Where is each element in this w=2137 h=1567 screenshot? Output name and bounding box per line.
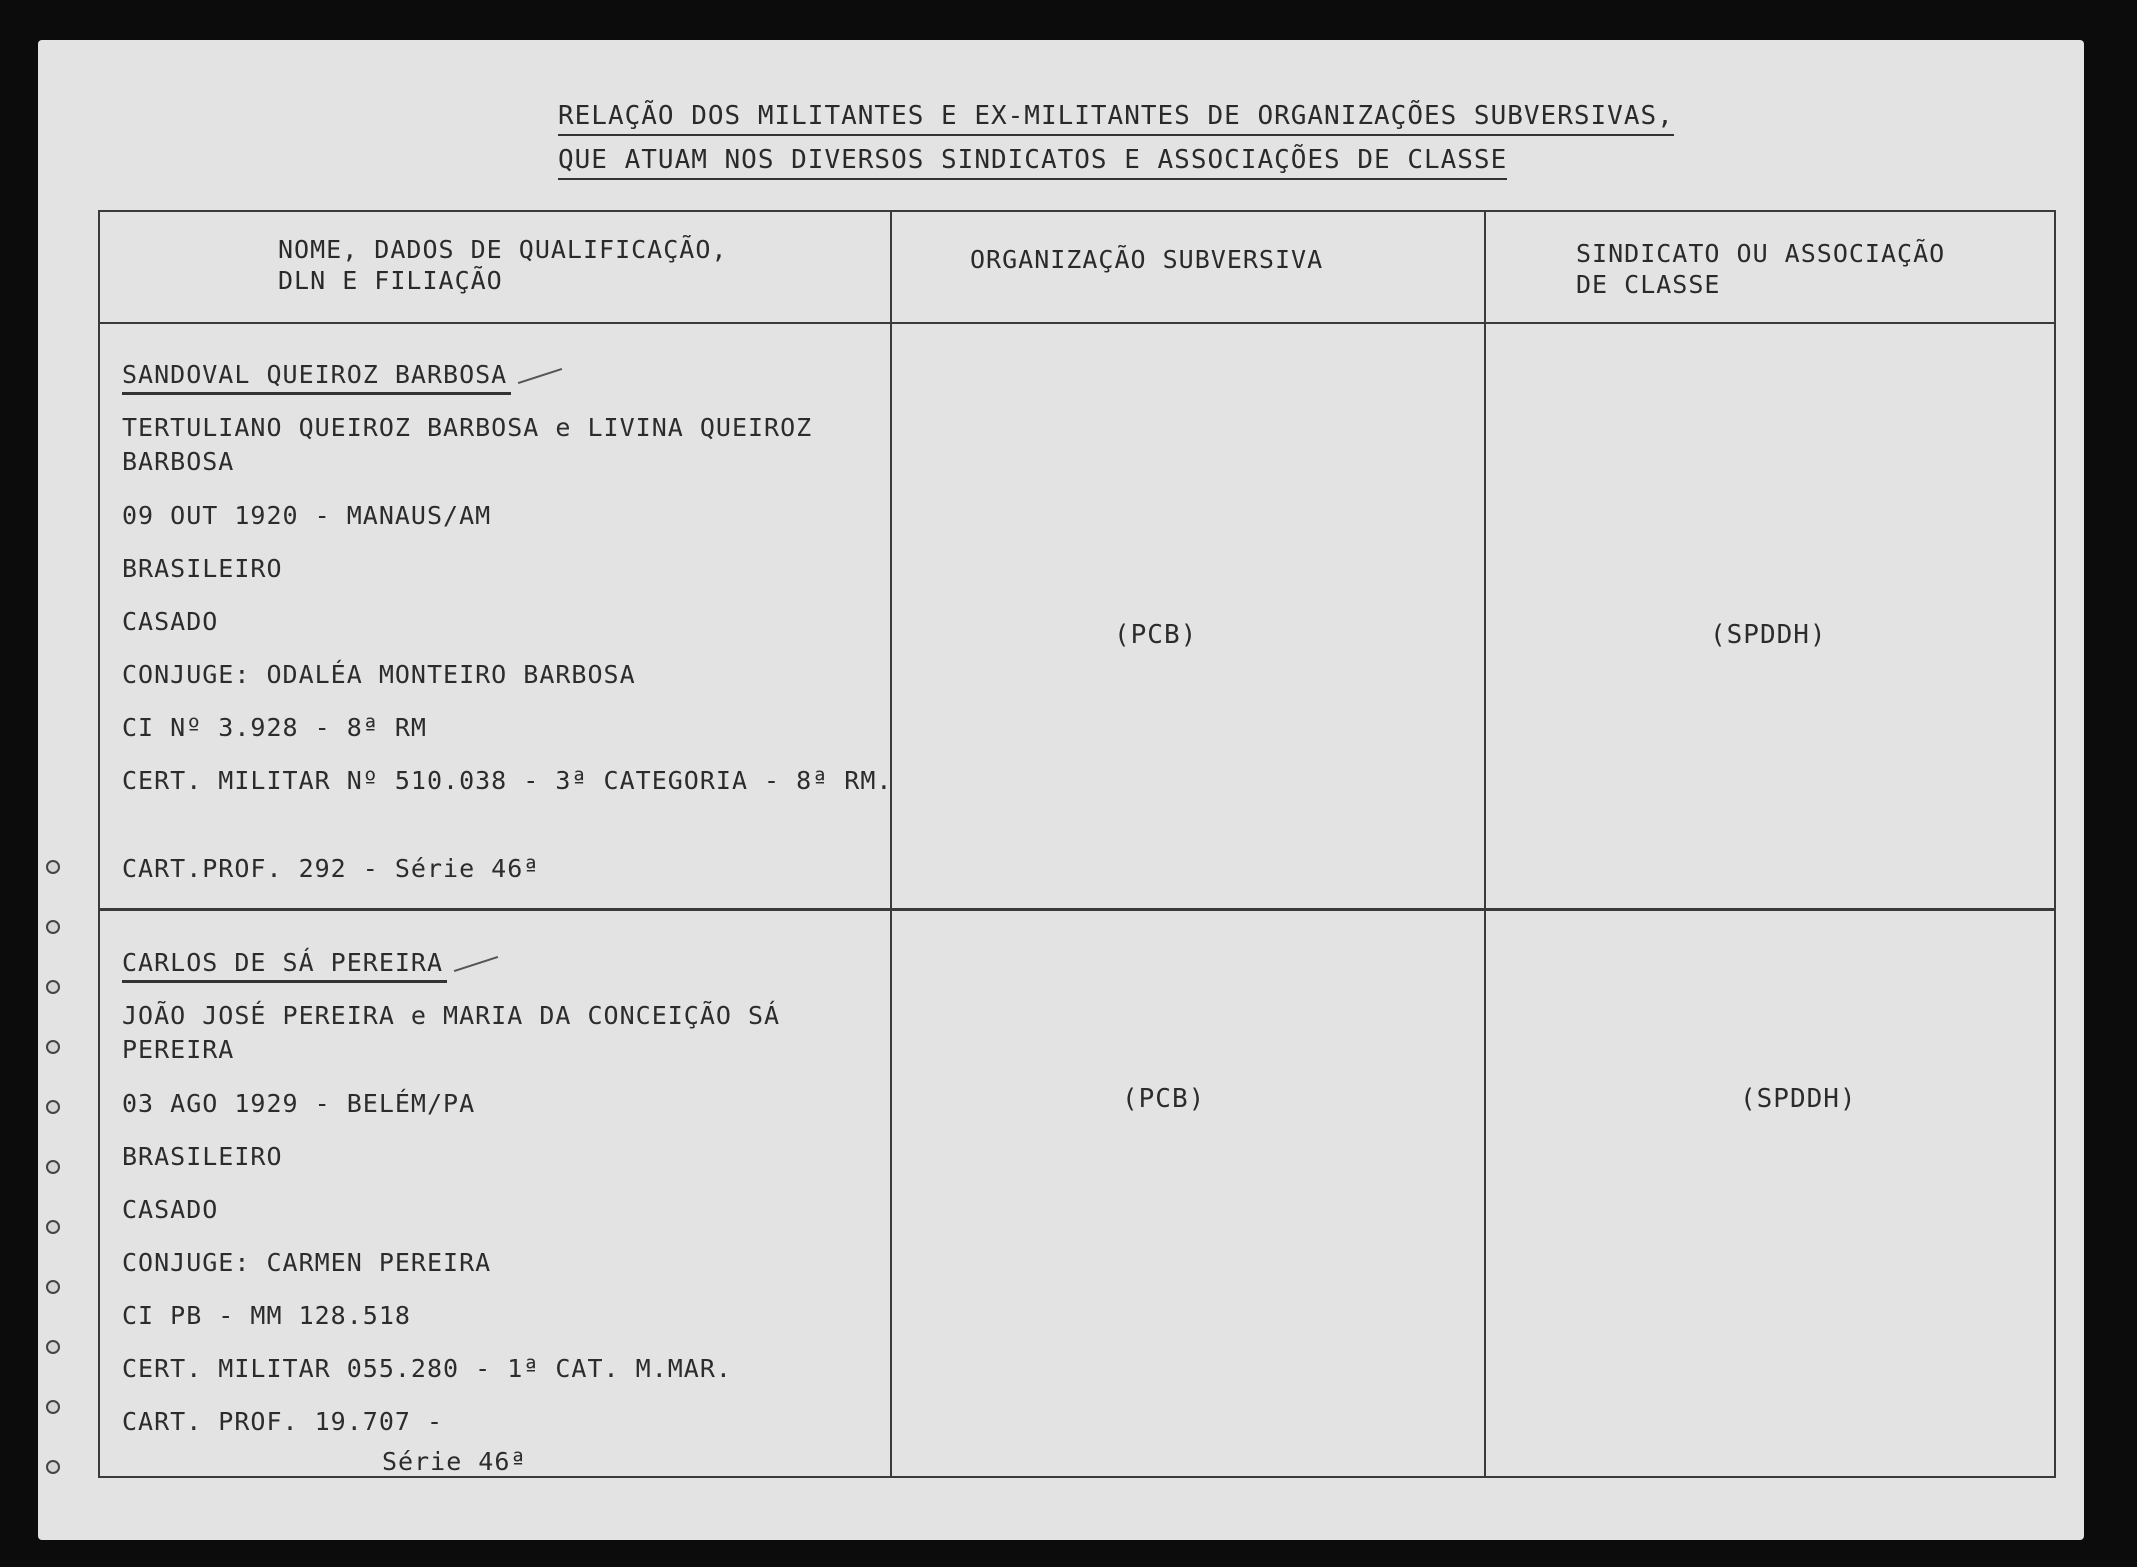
binder-hole [46,1280,60,1294]
militant-entry [122,358,902,905]
spouse: CONJUGE: CARMEN PEREIRA [122,1248,492,1277]
header-name-data [278,234,727,296]
name-line [122,946,902,999]
identity-card: CI PB - MM 128.518 [122,1301,411,1330]
work-card: CART.PROF. 292 - Série 46ª [122,854,540,883]
binder-hole [46,980,60,994]
header-union-line-2: DE CLASSE [1576,270,1721,299]
filiation: JOÃO JOSÉ PEREIRA e MARIA DA CONCEIÇÃO SÁ PEREIRA [122,1001,781,1064]
document-page [38,40,2084,1540]
column-divider [1484,212,1486,1476]
binder-hole [46,1340,60,1354]
civil-status: CASADO [122,607,219,636]
binder-hole [46,1460,60,1474]
row-divider [100,908,2054,911]
militant-name: SANDOVAL QUEIROZ BARBOSA [122,358,511,395]
header-union-line-1: SINDICATO OU ASSOCIAÇÃO [1576,239,1946,268]
identity-card: CI Nº 3.928 - 8ª RM [122,713,427,742]
military-certificate: CERT. MILITAR Nº 510.038 - 3ª CATEGORIA - 8ª RM. [122,766,893,795]
nationality: BRASILEIRO [122,1142,283,1171]
header-name-line-2: DLN E FILIAÇÃO [278,266,503,295]
militant-name: CARLOS DE SÁ PEREIRA [122,946,447,983]
binder-hole [46,920,60,934]
civil-status: CASADO [122,1195,219,1224]
organization-value: (PCB) [1114,620,1198,650]
militant-entry [122,946,902,1498]
name-line [122,358,902,411]
binder-holes [46,860,66,1500]
header-union [1576,238,1945,300]
filiation: TERTULIANO QUEIROZ BARBOSA e LIVINA QUEIROZ BARBOSA [122,413,813,476]
title-line-1: RELAÇÃO DOS MILITANTES E EX-MILITANTES DE ORGANIZAÇÕES SUBVERSIVAS, [558,98,1674,136]
birth-info: 09 OUT 1920 - MANAUS/AM [122,501,492,530]
binder-hole [46,1040,60,1054]
work-card-series: Série 46ª [382,1447,527,1476]
check-mark-icon [518,368,562,384]
header-organization: ORGANIZAÇÃO SUBVERSIVA [970,245,1324,274]
header-divider [100,322,2054,324]
work-card: CART. PROF. 19.707 - [122,1407,444,1436]
nationality: BRASILEIRO [122,554,283,583]
birth-info: 03 AGO 1929 - BELÉM/PA [122,1089,476,1118]
binder-hole [46,1100,60,1114]
military-certificate: CERT. MILITAR 055.280 - 1ª CAT. M.MAR. [122,1354,732,1383]
militants-table [98,210,2056,1478]
union-value: (SPDDH) [1710,620,1827,650]
organization-value: (PCB) [1122,1084,1206,1114]
spouse: CONJUGE: ODALÉA MONTEIRO BARBOSA [122,660,636,689]
title-line-2: QUE ATUAM NOS DIVERSOS SINDICATOS E ASSOCIAÇÕES DE CLASSE [558,142,1507,180]
binder-hole [46,860,60,874]
header-name-line-1: NOME, DADOS DE QUALIFICAÇÃO, [278,235,728,264]
check-mark-icon [454,956,498,972]
binder-hole [46,1160,60,1174]
union-value: (SPDDH) [1740,1084,1857,1114]
binder-hole [46,1220,60,1234]
binder-hole [46,1400,60,1414]
document-title [558,94,1858,182]
